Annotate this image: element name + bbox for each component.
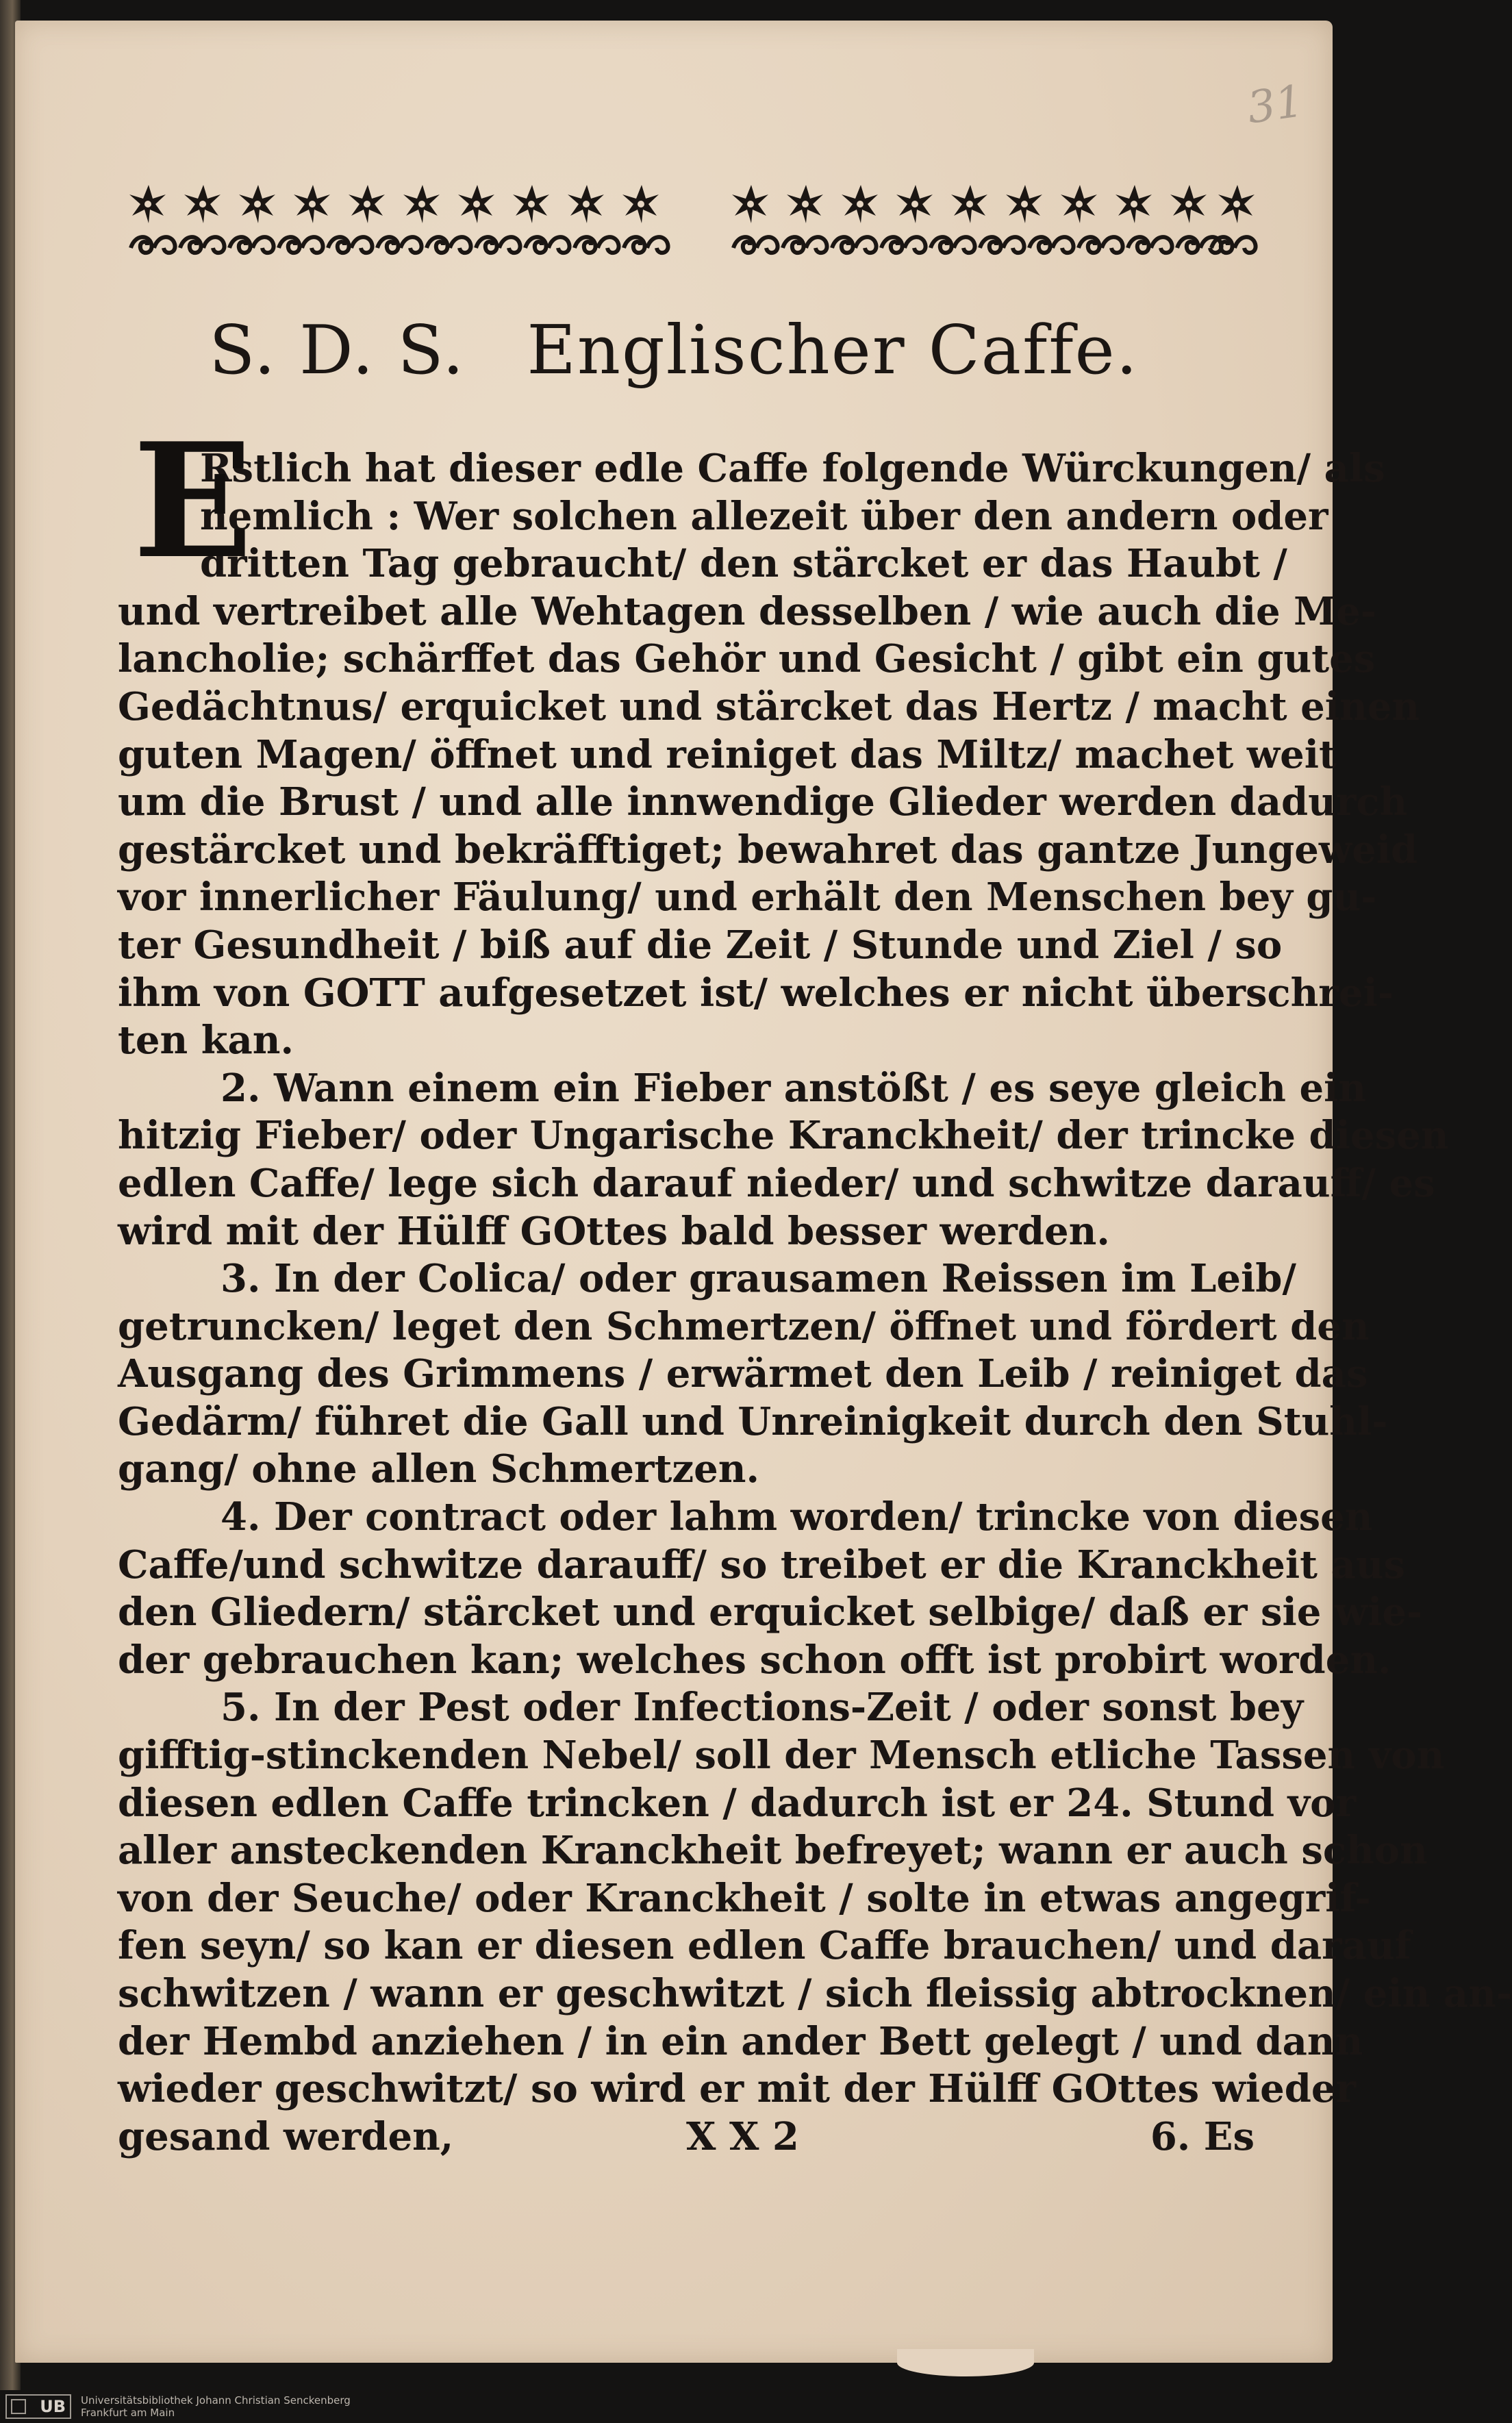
text-line: gestärcket und bekräfftiget; bewahret das gantze Jungeweid: [118, 827, 1418, 872]
text-line: ten kan.: [118, 1018, 294, 1064]
text-line: 4. Der contract oder lahm worden/ trincke von diesen: [220, 1494, 1373, 1540]
closing-words: gesand werden,: [118, 2113, 454, 2159]
page-bottom-tab: [897, 2349, 1034, 2376]
fleuron-band-icon: [128, 178, 1258, 274]
text-line: der gebrauchen kan; welches schon offt ist probirt worden.: [118, 1637, 1391, 1683]
text-line: Ausgang des Grimmens / erwärmet den Leib / reiniget das: [118, 1351, 1368, 1397]
text-line: gang/ ohne allen Schmertzen.: [118, 1446, 759, 1492]
text-line: der Hembd anziehen / in ein ander Bett gelegt / und dann: [118, 2018, 1363, 2064]
text-line: 5. In der Pest oder Infections-Zeit / oder sonst bey: [220, 1685, 1304, 1731]
text-line: guten Magen/ öffnet und reiniget das Miltz/ machet weit: [118, 731, 1337, 777]
text-line: wird mit der Hülff GOttes bald besser werden.: [118, 1208, 1110, 1254]
text-line: von der Seuche/ oder Kranckheit / solte in etwas angegrif-: [118, 1875, 1371, 1921]
text-line: Gedächtnus/ erquicket und stärcket das Hertz / macht einen: [118, 683, 1420, 729]
title-prefix: S. D. S.: [209, 312, 466, 390]
drop-cap: E: [133, 409, 253, 594]
book-page: [15, 21, 1512, 2363]
text-line: ihm von GOTT aufgesetzet ist/ welches er nicht überschrei-: [118, 970, 1394, 1016]
text-line: um die Brust / und alle innwendige Glieder werden dadurch: [118, 779, 1408, 825]
page-title: [15, 312, 1333, 390]
signature-mark: X X 2: [686, 2113, 799, 2159]
text-line: den Gliedern/ stärcket und erquicket selbige/ daß er sie wie-: [118, 1590, 1423, 1635]
text-line: diesen edlen Caffe trincken / dadurch ist er 24. Stund vor: [118, 1780, 1356, 1826]
text-line: Caffe/und schwitze darauff/ so treibet er die Kranckheit aus: [118, 1542, 1406, 1587]
text-line: gifftig-stinckenden Nebel/ soll der Mensch etliche Tassen von: [118, 1733, 1445, 1779]
text-line: aller ansteckenden Kranckheit befreyet; wann er auch schon: [118, 1828, 1428, 1874]
text-line: ter Gesundheit / biß auf die Zeit / Stunde und Ziel / so: [118, 922, 1283, 968]
library-name-line-1: Universitätsbibliothek Johann Christian Senckenberg: [81, 2394, 351, 2407]
text-line: Gedärm/ führet die Gall und Unreinigkeit durch den Stuhl-: [118, 1398, 1388, 1444]
text-line: 2. Wann einem ein Fieber anstößt / es seye gleich ein: [220, 1065, 1367, 1111]
text-line: Rstlich hat dieser edle Caffe folgende Würckungen/ als: [200, 446, 1385, 491]
text-line: lancholie; schärffet das Gehör und Gesicht / gibt ein gutes: [118, 636, 1376, 682]
text-line: wieder geschwitzt/ so wird er mit der Hülff GOttes wieder: [118, 2066, 1357, 2112]
catchword: 6. Es: [1150, 2113, 1255, 2159]
text-line: und vertreibet alle Wehtagen desselben / wie auch die Me-: [118, 588, 1376, 634]
library-footer: [0, 2390, 1370, 2423]
text-line: dritten Tag gebraucht/ den stärcket er das Haubt /: [200, 541, 1287, 587]
text-line: 3. In der Colica/ oder grausamen Reissen im Leib/: [220, 1256, 1296, 1302]
text-line: edlen Caffe/ lege sich darauf nieder/ und schwitze darauff/ es: [118, 1160, 1435, 1206]
title-main: Englischer Caffe.: [527, 312, 1139, 390]
page-footer: [118, 2113, 1255, 2161]
text-line: nemlich : Wer solchen allezeit über den andern oder: [200, 493, 1328, 539]
library-name: [81, 2394, 351, 2419]
logo-square-icon: [11, 2399, 26, 2414]
body-text: [118, 409, 1512, 2161]
folio-mark: 31: [1244, 76, 1307, 134]
text-line: hitzig Fieber/ oder Ungarische Kranckheit/ der trincke diesen: [118, 1113, 1449, 1159]
text-line: fen seyn/ so kan er diesen edlen Caffe brauchen/ und darauf: [118, 1923, 1411, 1969]
library-name-line-2: Frankfurt am Main: [81, 2407, 175, 2419]
text-line: schwitzen / wann er geschwitzt / sich fleissig abtrocknen/ ein an-: [118, 1971, 1512, 2016]
library-logo: [5, 2394, 71, 2419]
text-line: vor innerlicher Fäulung/ und erhält den Menschen bey gu-: [118, 875, 1377, 920]
text-line: getruncken/ leget den Schmertzen/ öffnet und fördert den: [118, 1303, 1370, 1349]
ornamental-border: [128, 178, 1258, 274]
logo-text: UB: [40, 2397, 66, 2416]
